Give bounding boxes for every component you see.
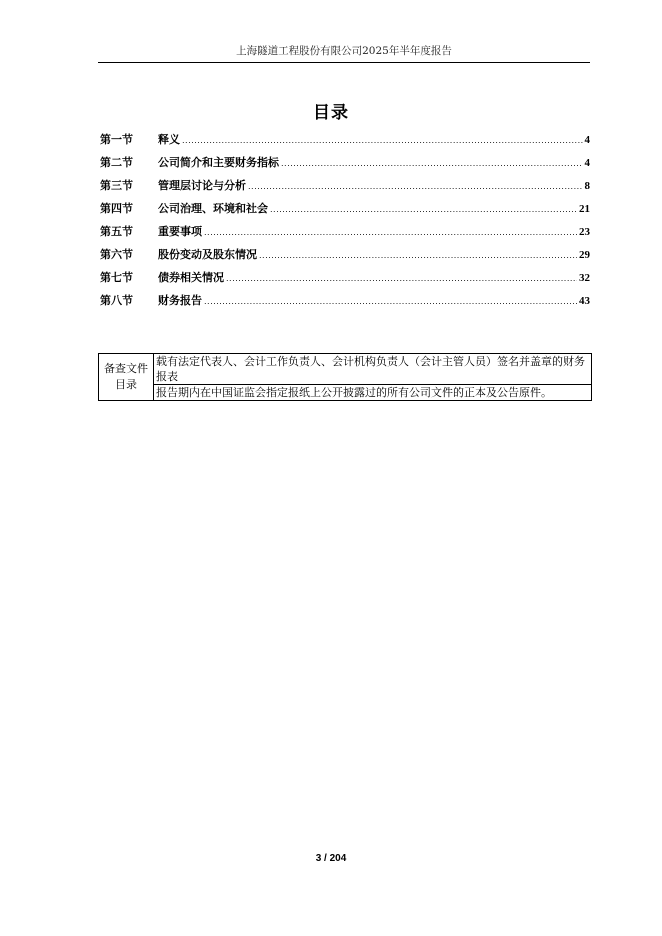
reference-document-item: 载有法定代表人、会计工作负责人、会计机构负责人（会计主管人员）签名并盖章的财务报表 (154, 354, 592, 385)
toc-leader-dots (182, 133, 583, 146)
toc-leader-dots (248, 179, 583, 192)
toc-entry[interactable] (100, 131, 590, 154)
toc-entry-page: 4 (584, 134, 590, 146)
toc-entry[interactable] (100, 154, 590, 177)
page-number: 3 / 204 (315, 853, 347, 864)
table-row (99, 385, 592, 401)
reference-document-item: 报告期内在中国证监会指定报纸上公开披露过的所有公司文件的正本及公告原件。 (154, 385, 592, 401)
running-header (98, 44, 590, 63)
toc-entry-page: 29 (579, 249, 590, 261)
toc-entry[interactable] (100, 200, 590, 223)
toc-entry-page: 32 (579, 272, 590, 284)
toc-entry-page: 23 (579, 226, 590, 238)
toc-entry-title: 公司治理、环境和社会 (158, 202, 268, 215)
toc-entry-section: 第八节 (100, 294, 133, 307)
toc-title: 目录 (313, 103, 349, 123)
toc-leader-dots (226, 271, 577, 284)
toc-entry-section: 第四节 (100, 202, 133, 215)
toc-entry-section: 第二节 (100, 156, 133, 169)
reference-documents-table (98, 353, 592, 401)
toc-entry-section: 第七节 (100, 271, 133, 284)
toc-leader-dots (204, 225, 577, 238)
toc-leader-dots (270, 202, 577, 215)
running-header-title: 上海隧道工程股份有限公司2025年半年度报告 (236, 45, 452, 57)
toc-entry-title: 债券相关情况 (158, 271, 224, 284)
toc-entry-title: 管理层讨论与分析 (158, 179, 246, 192)
toc-entry-title: 重要事项 (158, 225, 202, 238)
toc-leader-dots (204, 294, 577, 307)
table-row (99, 354, 592, 385)
toc-entry-page: 8 (584, 180, 590, 192)
toc-entry-title: 财务报告 (158, 294, 202, 307)
toc-entry[interactable] (100, 177, 590, 200)
toc-entry[interactable] (100, 269, 590, 292)
toc-entry-section: 第三节 (100, 179, 133, 192)
toc-entry-page: 21 (579, 203, 590, 215)
reference-documents-label: 备查文件目录 (99, 354, 154, 401)
toc-entry-section: 第六节 (100, 248, 133, 261)
toc-entry[interactable] (100, 223, 590, 246)
toc-entry-title: 公司简介和主要财务指标 (158, 156, 279, 169)
toc-entry-title: 股份变动及股东情况 (158, 248, 257, 261)
toc-entry[interactable] (100, 246, 590, 269)
toc-entry-page: 4 (584, 157, 590, 169)
toc-entry[interactable] (100, 292, 590, 315)
toc-leader-dots (259, 248, 577, 261)
toc-entry-title: 释义 (158, 133, 180, 146)
toc-entry-section: 第五节 (100, 225, 133, 238)
toc-leader-dots (281, 156, 583, 169)
toc-entry-section: 第一节 (100, 133, 133, 146)
table-of-contents (100, 131, 590, 315)
toc-entry-page: 43 (579, 295, 590, 307)
